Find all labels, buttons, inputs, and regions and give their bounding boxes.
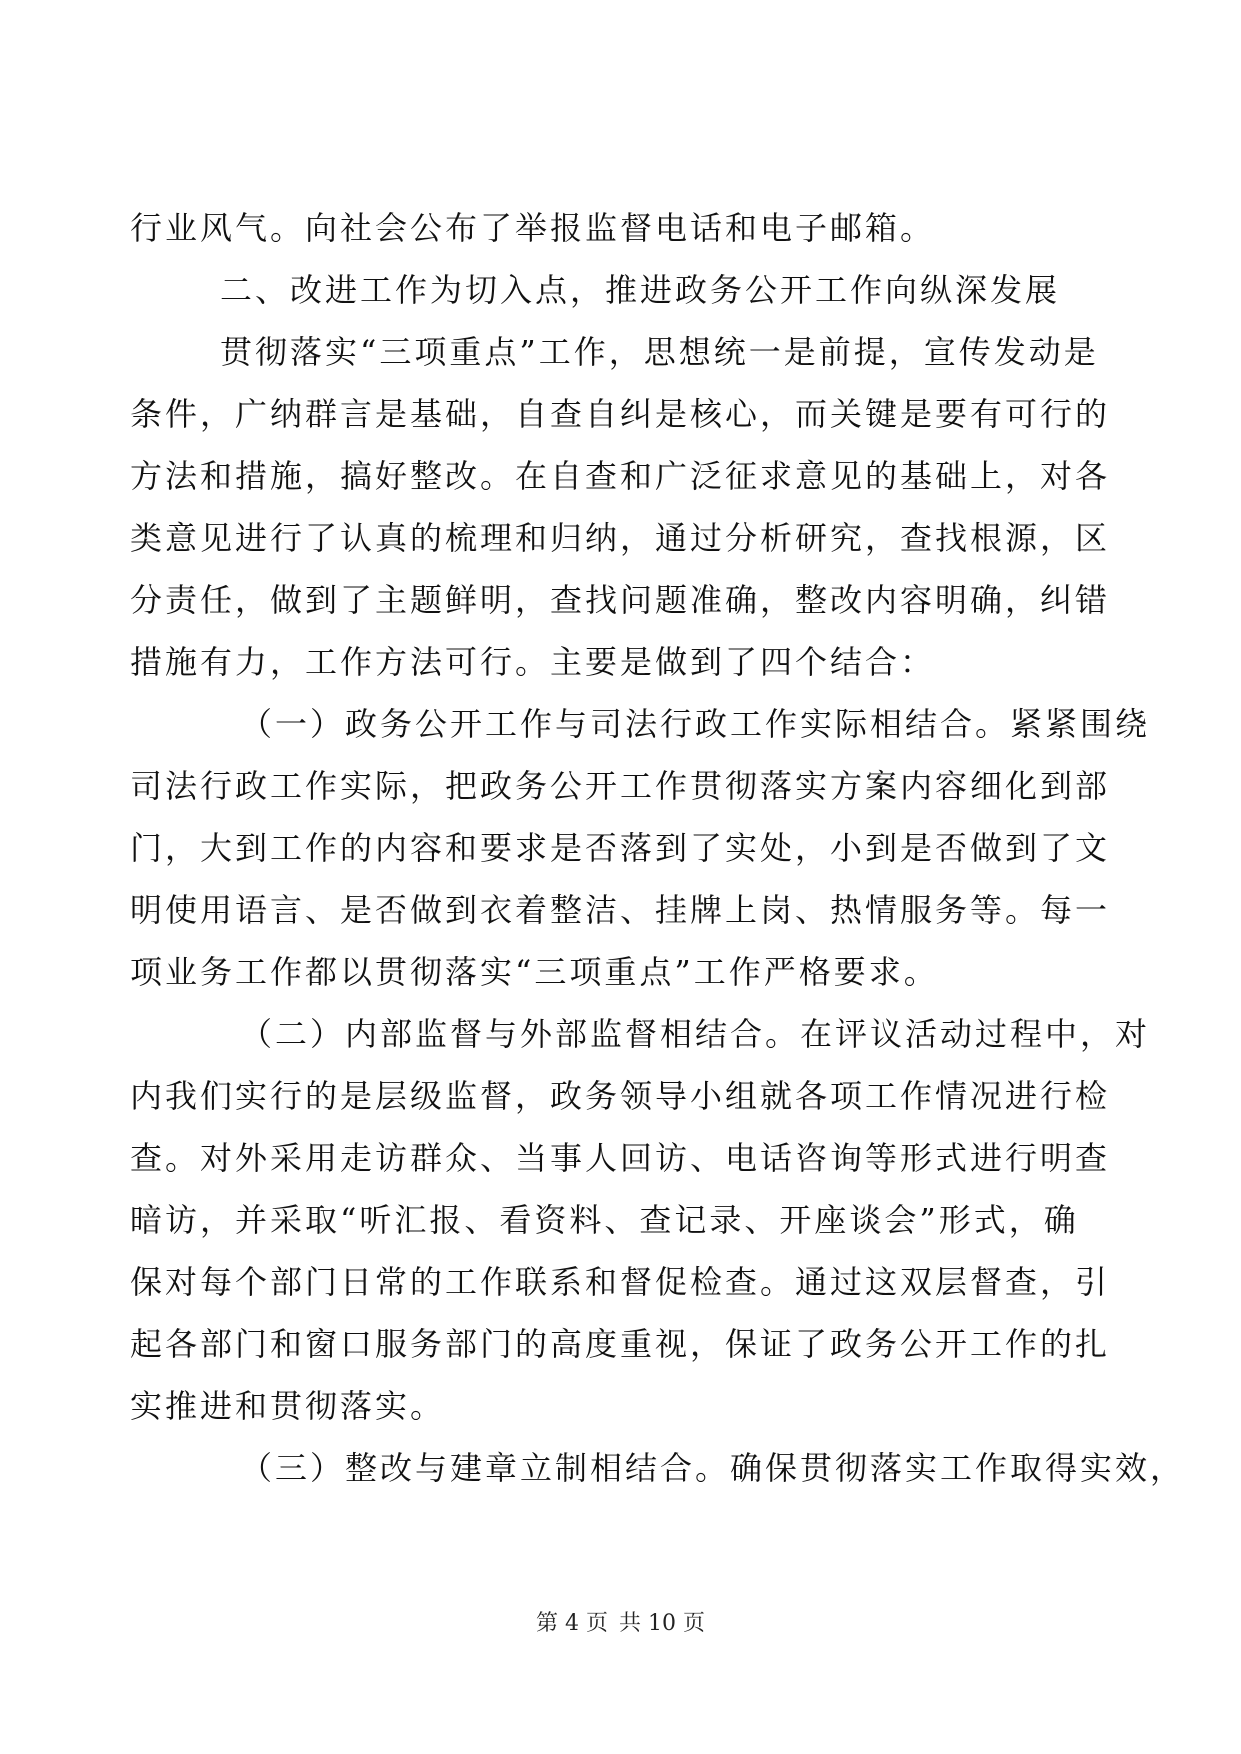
text-line: 条件，广纳群言是基础，自查自纠是核心，而关键是要有可行的 xyxy=(130,395,1111,433)
text-line: 查。对外采用走访群众、当事人回访、电话咨询等形式进行明查 xyxy=(130,1139,1111,1177)
text-line: 暗访，并采取“听汇报、看资料、查记录、开座谈会”形式，确 xyxy=(130,1201,1079,1239)
text-line: 行业风气。向社会公布了举报监督电话和电子邮箱。 xyxy=(130,209,936,247)
page-number: 第 4 页 xyxy=(536,1611,608,1636)
text-line: 实推进和贯彻落实。 xyxy=(130,1387,446,1425)
text-line: 保对每个部门日常的工作联系和督促检查。通过这双层督查，引 xyxy=(130,1263,1111,1301)
text-line: （三）整改与建章立制相结合。确保贯彻落实工作取得实效， xyxy=(240,1449,1186,1487)
text-line: 内我们实行的是层级监督，政务领导小组就各项工作情况进行检 xyxy=(130,1077,1111,1115)
text-line: 项业务工作都以贯彻落实“三项重点”工作严格要求。 xyxy=(130,953,939,991)
text-line: 司法行政工作实际，把政务公开工作贯彻落实方案内容细化到部 xyxy=(130,767,1111,805)
text-line: （二）内部监督与外部监督相结合。在评议活动过程中，对 xyxy=(240,1015,1151,1053)
text-line: 起各部门和窗口服务部门的高度重视，保证了政务公开工作的扎 xyxy=(130,1325,1111,1363)
section-heading: 二、改进工作为切入点，推进政务公开工作向纵深发展 xyxy=(220,271,1061,309)
text-line: 贯彻落实“三项重点”工作，思想统一是前提，宣传发动是 xyxy=(220,333,1099,371)
text-line: 明使用语言、是否做到衣着整洁、挂牌上岗、热情服务等。每一 xyxy=(130,891,1111,929)
text-line: 方法和措施，搞好整改。在自查和广泛征求意见的基础上，对各 xyxy=(130,457,1111,495)
text-line: 分责任，做到了主题鲜明，查找问题准确，整改内容明确，纠错 xyxy=(130,581,1111,619)
text-line: 门，大到工作的内容和要求是否落到了实处，小到是否做到了文 xyxy=(130,829,1111,867)
text-line: 类意见进行了认真的梳理和归纳，通过分析研究，查找根源，区 xyxy=(130,519,1111,557)
text-line: 措施有力，工作方法可行。主要是做到了四个结合： xyxy=(130,643,936,681)
body-text xyxy=(130,197,1186,1499)
total-pages: 共 10 页 xyxy=(619,1611,705,1636)
text-line: （一）政务公开工作与司法行政工作实际相结合。紧紧围绕 xyxy=(240,705,1151,743)
page-footer xyxy=(0,1606,1241,1637)
